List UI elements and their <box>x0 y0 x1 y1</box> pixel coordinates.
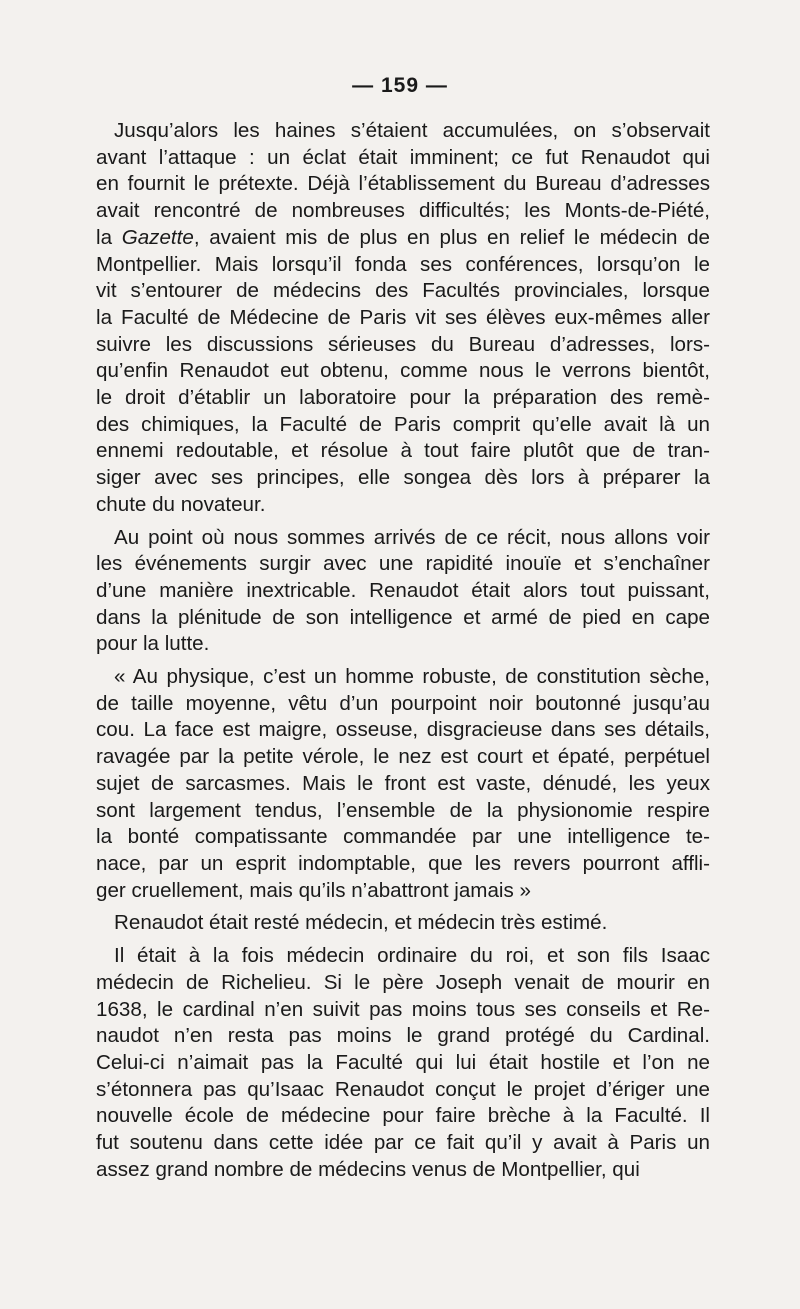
text-line: la Faculté de Médecine de Paris vit ses élèves eux-mêmes aller <box>96 305 710 329</box>
text-line: de taille moyenne, vêtu d’un pourpoint noir boutonné jusqu’au <box>96 691 710 715</box>
text-line: naudot n’en resta pas moins le grand protégé du Cardinal. <box>96 1024 710 1048</box>
text-line: 1638, le cardinal n’en suivit pas moins tous ses conseils et Re- <box>96 997 710 1021</box>
text-line: cou. La face est maigre, osseuse, disgracieuse dans ses détails, <box>96 718 710 742</box>
text-line: en fournit le prétexte. Déjà l’établissement du Bureau d’adresses <box>96 172 710 196</box>
text-line: la bonté compatissante commandée par une intelligence te- <box>96 825 710 849</box>
text-line: sont largement tendus, l’ensemble de la physionomie respire <box>96 798 710 822</box>
paragraph <box>96 910 710 937</box>
text-line: médecin de Richelieu. Si le père Joseph venait de mourir en <box>96 970 710 994</box>
text-line: assez grand nombre de médecins venus de Montpellier, qui <box>96 1157 640 1181</box>
paragraph <box>96 525 710 659</box>
text-line: qu’enfin Renaudot eut obtenu, comme nous le verrons bientôt, <box>96 359 710 383</box>
text-line: le droit d’établir un laboratoire pour la préparation des remè- <box>96 386 710 410</box>
text-line: ger cruellement, mais qu’ils n’abattront jamais » <box>96 878 531 902</box>
text-line: sujet de sarcasmes. Mais le front est vaste, dénudé, les yeux <box>96 771 710 795</box>
text-line: suivre les discussions sérieuses du Bureau d’adresses, lors- <box>96 332 710 356</box>
text-line: fut soutenu dans cette idée par ce fait qu’il y avait à Paris un <box>96 1131 710 1155</box>
text-line: ravagée par la petite vérole, le nez est court et épaté, perpétuel <box>96 745 710 769</box>
text-line: s’étonnera pas qu’Isaac Renaudot conçut le projet d’ériger une <box>96 1077 710 1101</box>
text-line: vit s’entourer de médecins des Facultés provinciales, lorsque <box>96 279 710 303</box>
text-line: pour la lutte. <box>96 632 210 656</box>
text-line: Au point où nous sommes arrivés de ce récit, nous allons voir <box>114 525 710 549</box>
italic-title: Gazette <box>121 225 194 249</box>
text-line: des chimiques, la Faculté de Paris comprit qu’elle avait là un <box>96 412 710 436</box>
text-line: avait rencontré de nombreuses difficultés; les Monts-de-Piété, <box>96 199 710 223</box>
paragraph <box>96 118 710 519</box>
text-line: chute du novateur. <box>96 492 266 516</box>
text-line: nouvelle école de médecine pour faire brèche à la Faculté. Il <box>96 1104 710 1128</box>
paragraph <box>96 664 710 904</box>
text-line: nace, par un esprit indomptable, que les revers pourront affli- <box>96 851 710 875</box>
text-line: avant l’attaque : un éclat était imminent; ce fut Renaudot qui <box>96 145 710 169</box>
text-line: la Gazette, avaient mis de plus en plus en relief le médecin de <box>96 225 710 249</box>
text-line: dans la plénitude de son intelligence et armé de pied en cape <box>96 605 710 629</box>
text-line: d’une manière inextricable. Renaudot était alors tout puissant, <box>96 578 710 602</box>
text-line: Jusqu’alors les haines s’étaient accumulées, on s’observait <box>114 119 710 142</box>
text-line: les événements surgir avec une rapidité inouïe et s’enchaîner <box>96 552 710 576</box>
body-text <box>96 118 710 1183</box>
text-line: « Au physique, c’est un homme robuste, de constitution sèche, <box>114 665 710 689</box>
text-line: siger avec ses principes, elle songea dès lors à préparer la <box>96 466 710 490</box>
text-line: ennemi redoutable, et résolue à tout faire plutôt que de tran- <box>96 439 710 463</box>
text-line: Celui-ci n’aimait pas la Faculté qui lui était hostile et l’on ne <box>96 1050 710 1074</box>
text-line: Montpellier. Mais lorsqu’il fonda ses conférences, lorsqu’on le <box>96 252 710 276</box>
paragraph <box>96 943 710 1183</box>
page-number: — 159 — <box>352 74 448 97</box>
text-line: Il était à la fois médecin ordinaire du roi, et son fils Isaac <box>114 944 710 968</box>
text-line: Renaudot était resté médecin, et médecin très estimé. <box>114 911 608 935</box>
